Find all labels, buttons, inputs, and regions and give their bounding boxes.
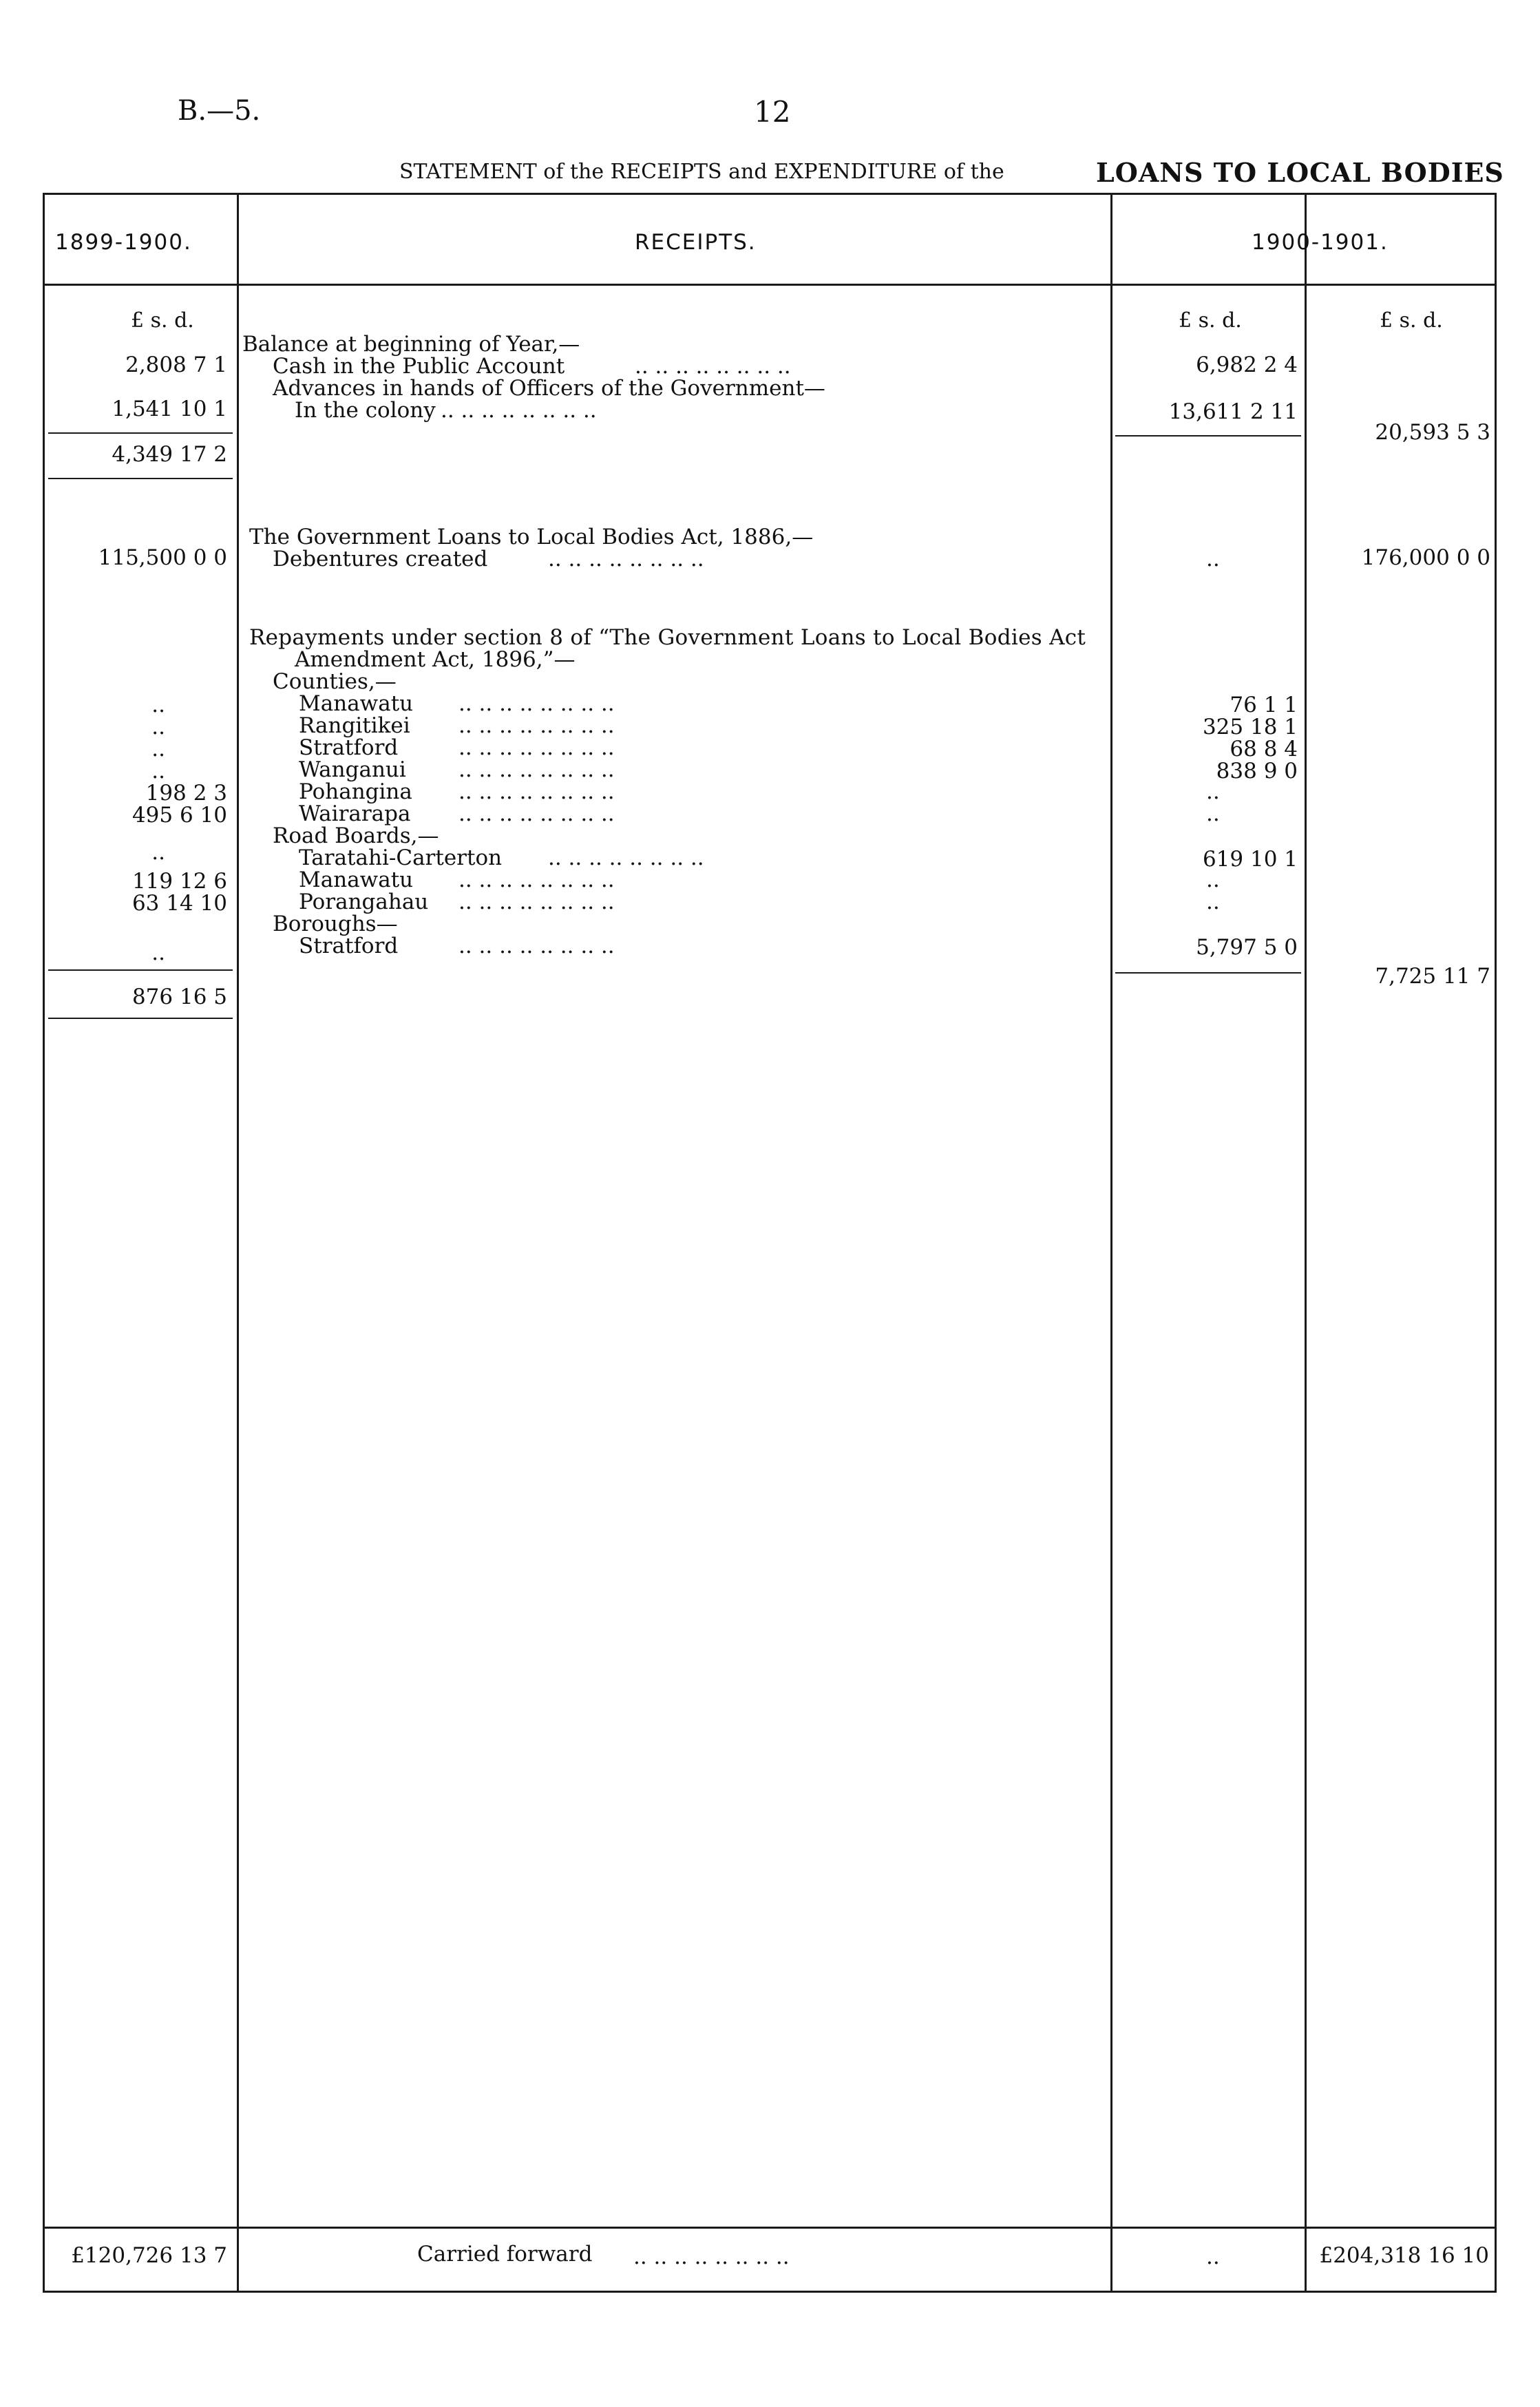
- repay-title-1: Repayments under section 8 of “The Government Loans to Local Bodies Act: [249, 625, 1086, 650]
- road-board-curr: 619 10 1: [1202, 847, 1298, 872]
- act-item-label: Debentures created: [273, 547, 488, 571]
- column-year-curr: 1900-1901.: [1252, 230, 1389, 255]
- leader-dots: .. .. .. .. .. .. .. ..: [548, 847, 704, 869]
- footer-prev-total: £120,726 13 7: [71, 2243, 227, 2268]
- col-divider-2: [1110, 193, 1112, 2293]
- county-prev: 198 2 3: [145, 781, 227, 806]
- county-prev: 495 6 10: [131, 803, 227, 828]
- curr-balance-total: 20,593 5 3: [1375, 420, 1490, 445]
- leader-dots: .. .. .. .. .. .. .. ..: [441, 399, 597, 421]
- prev-colony-value: 1,541 10 1: [112, 397, 227, 421]
- footer-label: Carried forward: [417, 2242, 593, 2267]
- column-year-prev: 1899-1900.: [55, 230, 192, 255]
- leader-dots: .. .. .. .. .. .. .. ..: [633, 2246, 790, 2268]
- footer-curr-total: £204,318 16 10: [1319, 2243, 1489, 2268]
- leader-dots: .. .. .. .. .. .. .. ..: [458, 759, 615, 781]
- lsd-header-prev: £ s. d.: [131, 308, 194, 333]
- road-board-name: Taratahi-Carterton: [299, 845, 503, 870]
- county-prev: ..: [151, 737, 165, 761]
- county-prev: ..: [151, 693, 165, 717]
- leader-dots: .. .. .. .. .. .. .. ..: [458, 891, 615, 913]
- prev-balance-total: 4,349 17 2: [112, 442, 227, 467]
- curr-repay-subtotal-rule: [1115, 972, 1301, 974]
- leader-dots: .. .. .. .. .. .. .. ..: [458, 869, 615, 891]
- counties-label: Counties,—: [273, 669, 397, 694]
- curr-repay-total: 7,725 11 7: [1375, 964, 1490, 989]
- repay-title-2: Amendment Act, 1896,”—: [295, 647, 576, 672]
- road-board-curr: ..: [1206, 868, 1220, 892]
- county-curr: 838 9 0: [1216, 759, 1298, 784]
- balance-advances-label: Advances in hands of Officers of the Government—: [273, 376, 825, 401]
- road-board-name: Manawatu: [299, 868, 414, 892]
- curr-debentures-sub: ..: [1206, 547, 1220, 571]
- document-ref: B.—5.: [178, 95, 261, 127]
- leader-dots: .. .. .. .. .. .. .. ..: [458, 693, 615, 715]
- boroughs-label: Boroughs—: [273, 912, 398, 936]
- county-name: Wairarapa: [299, 801, 411, 826]
- statement-prefix: STATEMENT of the RECEIPTS and EXPENDITURE of the: [399, 160, 1004, 184]
- prev-cash-value: 2,808 7 1: [125, 353, 227, 377]
- page-number: 12: [754, 95, 791, 129]
- leader-dots: .. .. .. .. .. .. .. ..: [635, 355, 791, 377]
- county-curr: ..: [1206, 801, 1220, 826]
- column-receipts: RECEIPTS.: [635, 230, 757, 255]
- curr-cash-value: 6,982 2 4: [1196, 353, 1298, 377]
- leader-dots: .. .. .. .. .. .. .. ..: [458, 803, 615, 825]
- footer-curr-sub: ..: [1206, 2245, 1220, 2269]
- borough-prev: ..: [151, 940, 165, 965]
- leader-dots: .. .. .. .. .. .. .. ..: [458, 781, 615, 803]
- col-divider-1: [237, 193, 239, 2293]
- prev-repay-subtotal-rule: [48, 969, 233, 971]
- road-boards-label: Road Boards,—: [273, 823, 439, 848]
- leader-dots: .. .. .. .. .. .. .. ..: [458, 715, 615, 737]
- table-left-border: [43, 193, 45, 2293]
- table-top-rule: [43, 193, 1497, 195]
- prev-subtotal-rule: [48, 432, 233, 434]
- road-board-curr: ..: [1206, 890, 1220, 914]
- road-board-prev: ..: [151, 840, 165, 865]
- table-right-border: [1495, 193, 1497, 2293]
- leader-dots: .. .. .. .. .. .. .. ..: [458, 737, 615, 759]
- road-board-name: Porangahau: [299, 890, 429, 914]
- county-curr: 76 1 1: [1230, 693, 1298, 717]
- leader-dots: .. .. .. .. .. .. .. ..: [548, 548, 704, 570]
- county-name: Wanganui: [299, 757, 406, 782]
- road-board-prev: 63 14 10: [131, 891, 227, 916]
- borough-name: Stratford: [299, 934, 399, 958]
- prev-repay-total-rule: [48, 1018, 233, 1019]
- table-bottom-rule: [43, 2291, 1497, 2293]
- county-name: Manawatu: [299, 691, 414, 716]
- act-title: The Government Loans to Local Bodies Act, 1886,—: [249, 525, 814, 549]
- county-curr: 325 18 1: [1202, 715, 1298, 739]
- county-name: Pohangina: [299, 779, 412, 804]
- county-name: Rangitikei: [299, 713, 410, 738]
- prev-repay-total: 876 16 5: [131, 985, 227, 1009]
- footer-top-rule: [43, 2227, 1497, 2229]
- lsd-header-curr-total: £ s. d.: [1380, 308, 1443, 333]
- leader-dots: .. .. .. .. .. .. .. ..: [458, 935, 615, 957]
- balance-colony-label: In the colony: [295, 398, 436, 423]
- borough-curr: 5,797 5 0: [1196, 935, 1298, 960]
- county-name: Stratford: [299, 735, 399, 760]
- lsd-header-curr-sub: £ s. d.: [1179, 308, 1242, 333]
- curr-subtotal-rule: [1115, 435, 1301, 437]
- col-divider-3: [1305, 193, 1307, 2293]
- county-curr: ..: [1206, 779, 1220, 804]
- county-prev: ..: [151, 715, 165, 739]
- prev-total-rule: [48, 478, 233, 479]
- county-prev: ..: [151, 759, 165, 784]
- curr-colony-value: 13,611 2 11: [1168, 399, 1298, 424]
- road-board-prev: 119 12 6: [131, 869, 227, 894]
- header-bottom-rule: [43, 284, 1497, 286]
- county-curr: 68 8 4: [1230, 737, 1298, 761]
- curr-debentures-total: 176,000 0 0: [1361, 545, 1490, 570]
- balance-cash-label: Cash in the Public Account: [273, 354, 565, 379]
- statement-title: LOANS TO LOCAL BODIES: [1096, 157, 1504, 188]
- balance-title: Balance at beginning of Year,—: [242, 332, 580, 357]
- prev-debentures-value: 115,500 0 0: [98, 545, 227, 570]
